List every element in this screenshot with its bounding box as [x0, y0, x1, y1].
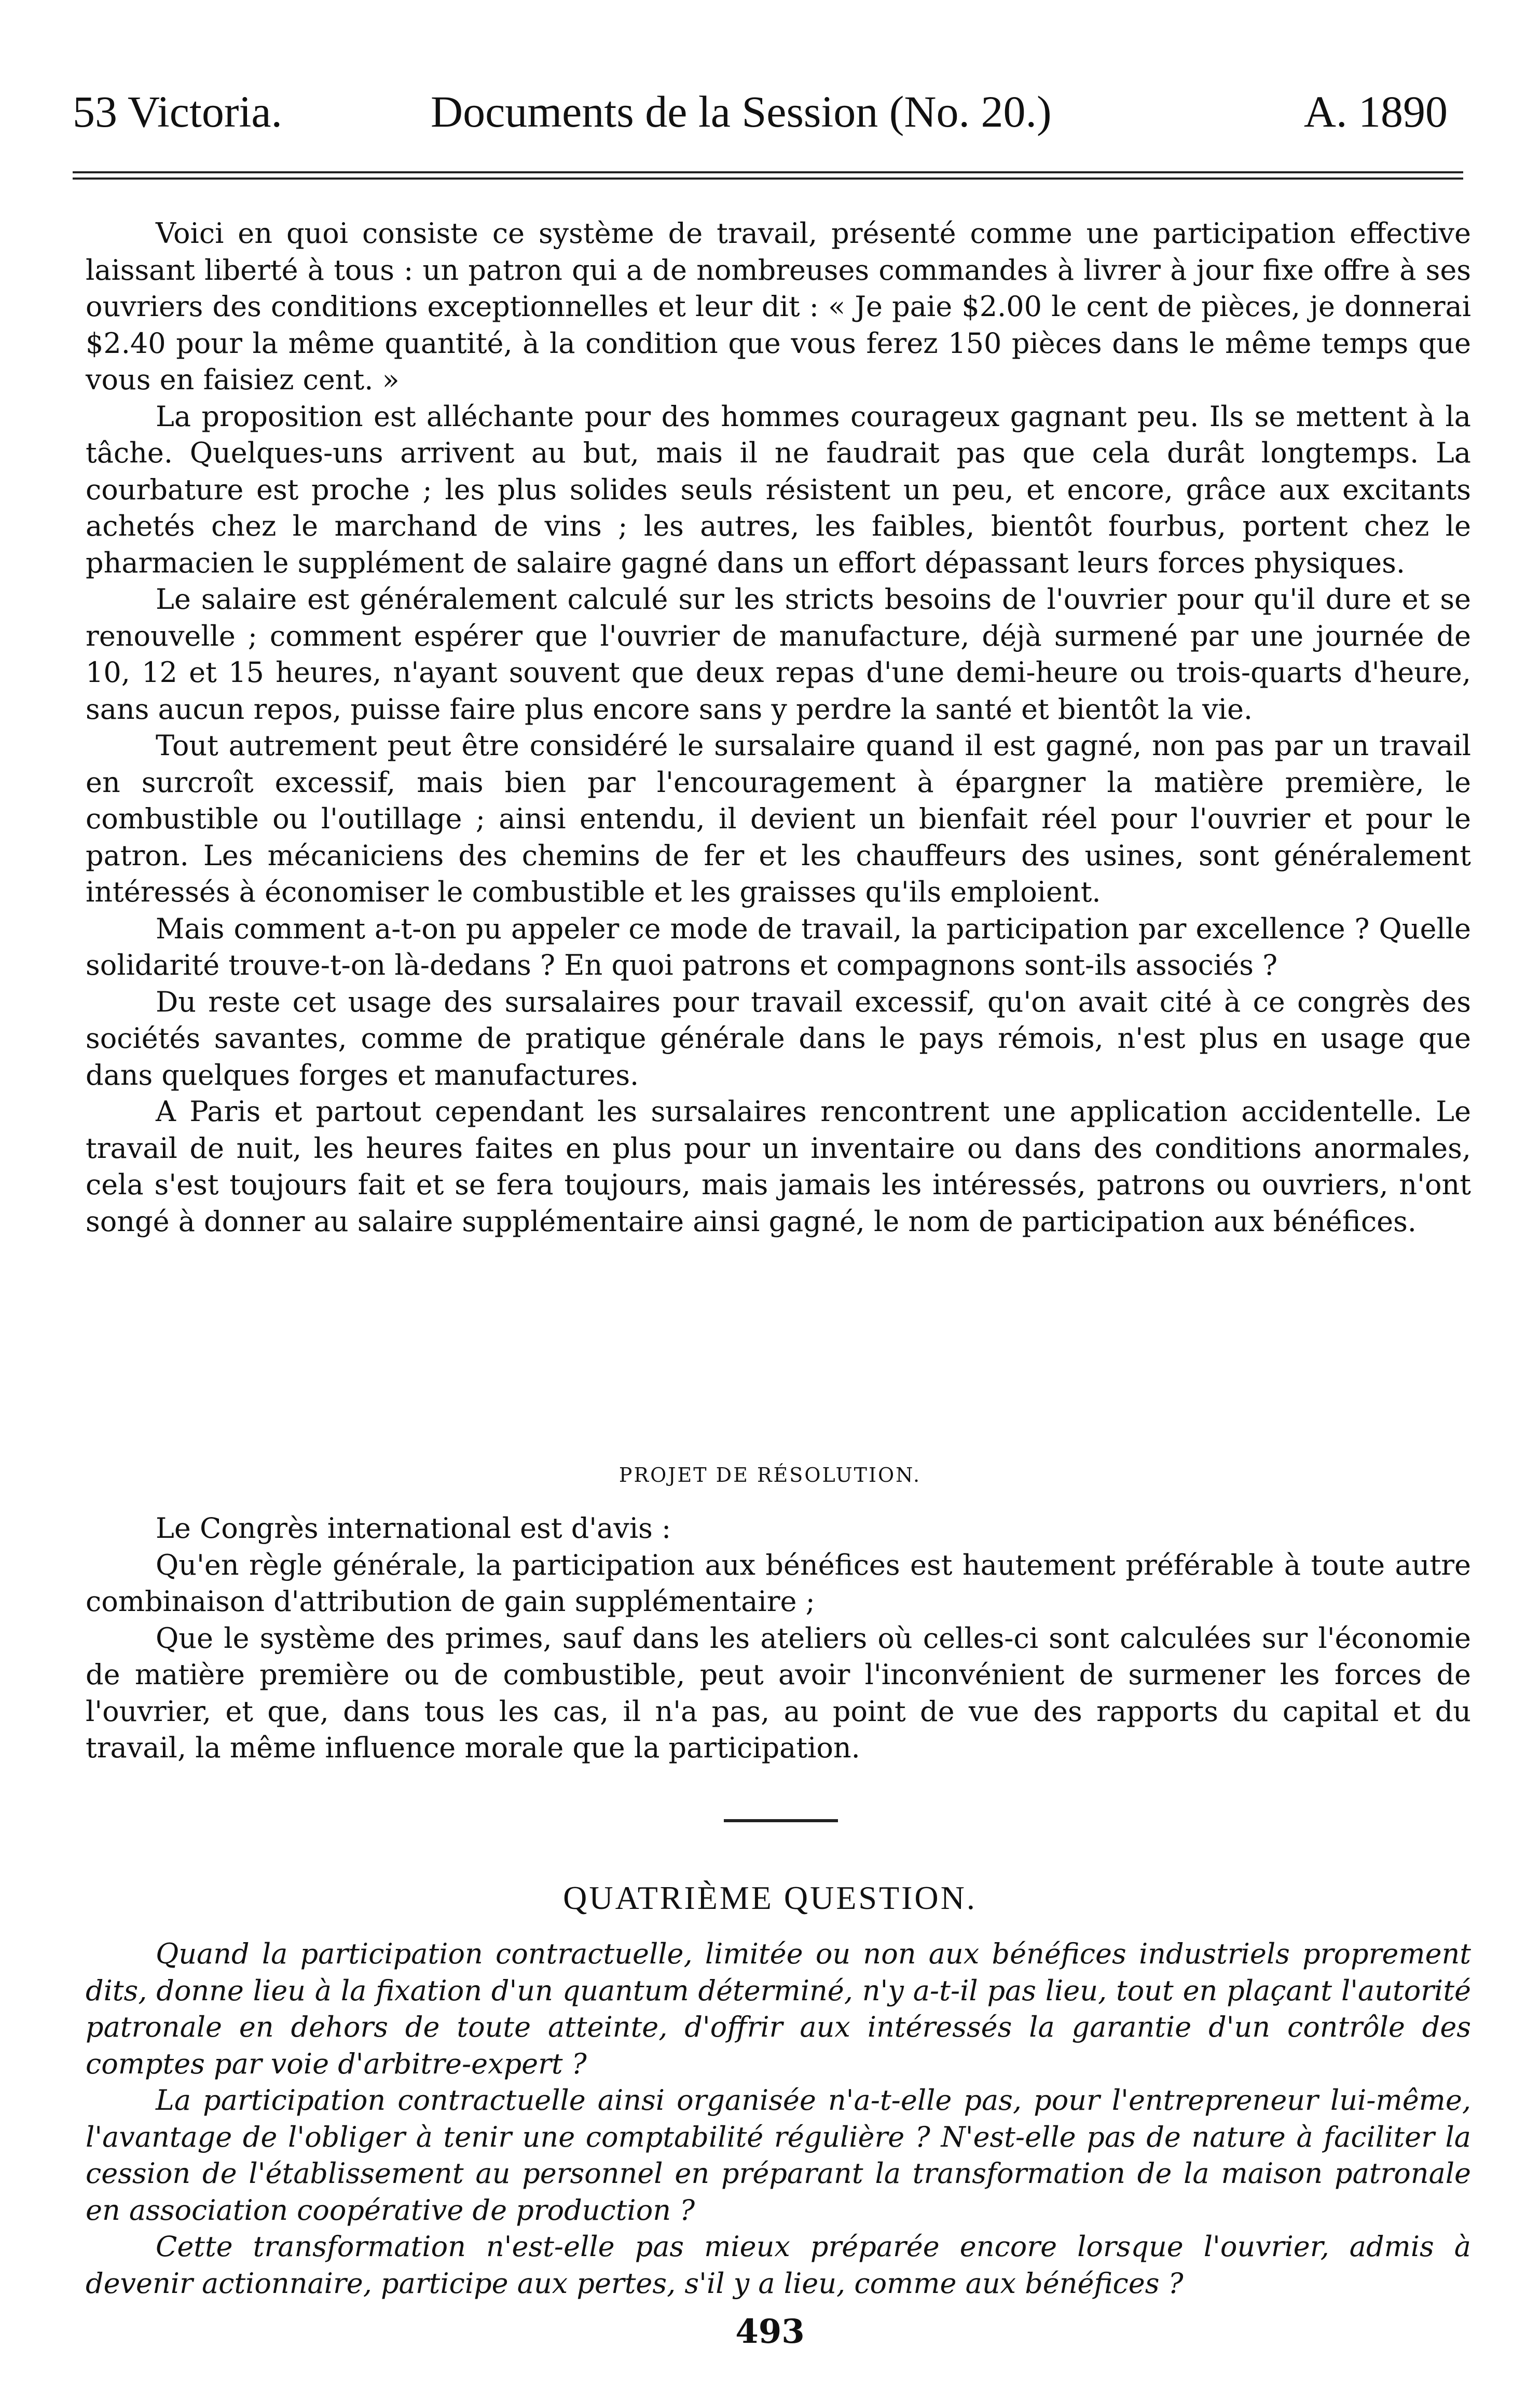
- paragraph: Du reste cet usage des sursalaires pour travail excessif, qu'on avait cité à ce congrès des sociétés savantes, comme de pratique générale dans le pays rémois, n'est plus en usage que dans quelques forges et manufactures.: [86, 985, 1471, 1091]
- header-title: Documents de la Session (No. 20.): [431, 87, 1052, 136]
- question-paragraph: La participation contractuelle ainsi organisée n'a-t-elle pas, pour l'entrepreneur lui-même, l'avantage de l'obliger à tenir une comptabilité régulière ? N'est-elle pas de nature à faciliter la cession de l'établissement au personnel en préparant la transformation de la maison patronale en association coopérative de production ?: [86, 2084, 1471, 2227]
- header-double-rule: [73, 171, 1463, 180]
- question-text: [86, 1936, 1471, 2302]
- paragraph: Tout autrement peut être considéré le sursalaire quand il est gagné, non pas par un travail en surcroît excessif, mais bien par l'encouragement à épargner la matière première, le combustible ou l'outillage ; ainsi entendu, il devient un bienfait réel pour l'ouvrier et pour le patron. Les mécaniciens des chemins de fer et les chauffeurs des usines, sont généralement intéressés à économiser le combustible et les graisses qu'ils emploient.: [86, 729, 1471, 908]
- section-divider: [724, 1819, 838, 1822]
- header-year: A. 1890: [1303, 87, 1448, 136]
- paragraph: A Paris et partout cependant les sursalaires rencontrent une application accidentelle. Le travail de nuit, les heures faites en plus pour un inventaire ou dans des conditions anormales, cela s'est toujours fait et se fera toujours, mais jamais les intéressés, patrons ou ouvriers, n'ont songé à donner au salaire supplémentaire ainsi gagné, le nom de participation aux bénéfices.: [86, 1095, 1471, 1238]
- resolution-paragraph: Que le système des primes, sauf dans les ateliers où celles-ci sont calculées sur l'économie de matière première ou de combustible, peut avoir l'inconvénient de surmener les forces de l'ouvrier, et que, dans tous les cas, il n'a pas, au point de vue des rapports du capital et du travail, la même influence morale que la participation.: [86, 1621, 1471, 1764]
- resolution-paragraph: Le Congrès international est d'avis :: [156, 1512, 671, 1545]
- header-volume: 53 Victoria.: [73, 87, 283, 136]
- question-paragraph: Cette transformation n'est-elle pas mieux préparée encore lorsque l'ouvrier, admis à devenir actionnaire, participe aux pertes, s'il y a lieu, comme aux bénéfices ?: [86, 2230, 1471, 2300]
- page-number: 493: [735, 2312, 805, 2351]
- paragraph: Voici en quoi consiste ce système de travail, présenté comme une participation effective laissant liberté à tous : un patron qui a de nombreuses commandes à livrer à jour fixe offre à ses ouvriers des conditions exceptionnelles et leur dit : « Je paie $2.00 le cent de pièces, je donnerai $2.40 pour la même quantité, à la condition que vous ferez 150 pièces dans le même temps que vous en faisiez cent. »: [86, 217, 1471, 396]
- resolution-text: [86, 1510, 1471, 1767]
- paragraph: Mais comment a-t-on pu appeler ce mode de travail, la participation par excellence ? Quelle solidarité trouve-t-on là-dedans ? En quoi patrons et compagnons sont-ils associés ?: [86, 912, 1471, 981]
- question-paragraph: Quand la participation contractuelle, limitée ou non aux bénéfices industriels proprement dits, donne lieu à la fixation d'un quantum déterminé, n'y a-t-il pas lieu, tout en plaçant l'autorité patronale en dehors de toute atteinte, d'offrir aux intéressés la garantie d'un contrôle des comptes par voie d'arbitre-expert ?: [86, 1937, 1471, 2080]
- running-header: [73, 78, 1468, 145]
- paragraph: La proposition est alléchante pour des hommes courageux gagnant peu. Ils se mettent à la tâche. Quelques-uns arrivent au but, mais il ne faudrait pas que cela durât longtemps. La courbature est proche ; les plus solides seuls résistent un peu, et encore, grâce aux excitants achetés chez le marchand de vins ; les autres, les faibles, bientôt fourbus, portent chez le pharmacien le supplément de salaire gagné dans un effort dépassant leurs forces physiques.: [86, 400, 1471, 579]
- question-heading: QUATRIÈME QUESTION.: [563, 1879, 977, 1916]
- resolution-paragraph: Qu'en règle générale, la participation aux bénéfices est hautement préférable à toute autre combinaison d'attribution de gain supplémentaire ;: [86, 1548, 1471, 1618]
- paragraph: Le salaire est généralement calculé sur les stricts besoins de l'ouvrier pour qu'il dure et se renouvelle ; comment espérer que l'ouvrier de manufacture, déjà surmené par une journée de 10, 12 et 15 heures, n'ayant souvent que deux repas d'une demi-heure ou trois-quarts d'heure, sans aucun repos, puisse faire plus encore sans y perdre la santé et bientôt la vie.: [86, 583, 1471, 726]
- resolution-heading: PROJET DE RÉSOLUTION.: [618, 1464, 922, 1486]
- body-text: [86, 215, 1471, 1240]
